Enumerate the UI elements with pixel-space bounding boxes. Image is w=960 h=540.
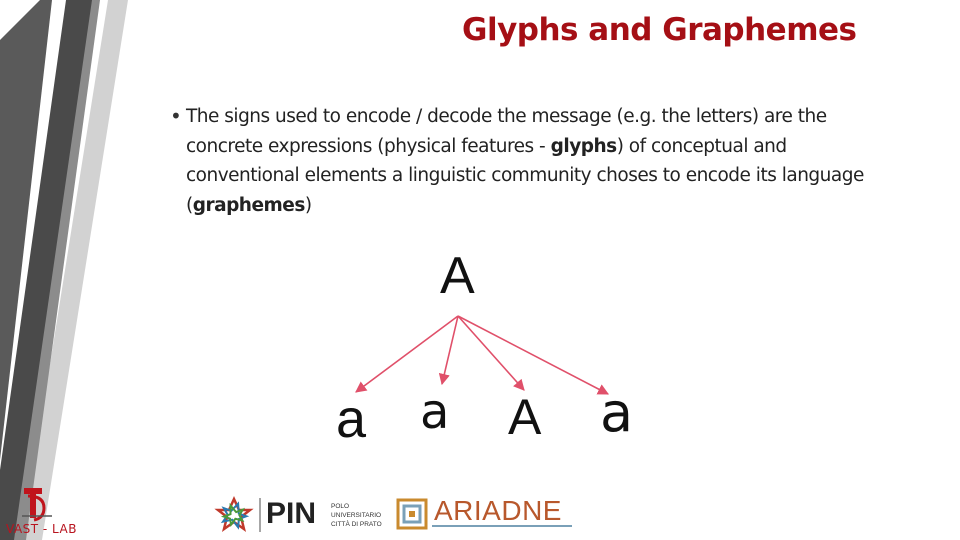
bullet-text-part3: ) <box>304 194 312 216</box>
glyph-variant-2: a <box>420 384 450 440</box>
pin-sub-line-1: POLO <box>331 503 350 510</box>
pin-sub-line-3: CITTÀ DI PRATO <box>331 521 382 528</box>
ariadne-logo-text: ARIADNE <box>434 495 562 526</box>
pin-logo-text: PIN <box>266 497 317 530</box>
vast-lab-label: VAST - LAB <box>6 522 77 536</box>
glyph-variant-3: A <box>508 389 542 445</box>
arrow-to-glyph-3 <box>458 316 524 390</box>
arrow-to-glyph-4 <box>458 316 608 394</box>
bullet-dot: • <box>170 104 182 128</box>
grapheme-root: A <box>440 247 475 305</box>
pin-sub-line-2: UNIVERSITARIO <box>331 512 382 519</box>
bullet-bold-graphemes: graphemes <box>192 194 305 216</box>
glyph-variant-1: a <box>336 389 367 449</box>
slide-title: Glyphs and Graphemes <box>462 12 857 48</box>
bullet-text-part1: The signs used to encode / decode the message (e.g. the letters) are the concrete expressions (physical features - <box>186 106 827 157</box>
glyph-variant-4: a <box>600 381 634 444</box>
pin-logo-subtitle <box>331 502 391 529</box>
bullet-text-part2: ) of conceptual and conventional elements a linguistic community choses to encode its language ( <box>186 135 864 216</box>
bullet-bold-glyphs: glyphs <box>550 135 617 157</box>
